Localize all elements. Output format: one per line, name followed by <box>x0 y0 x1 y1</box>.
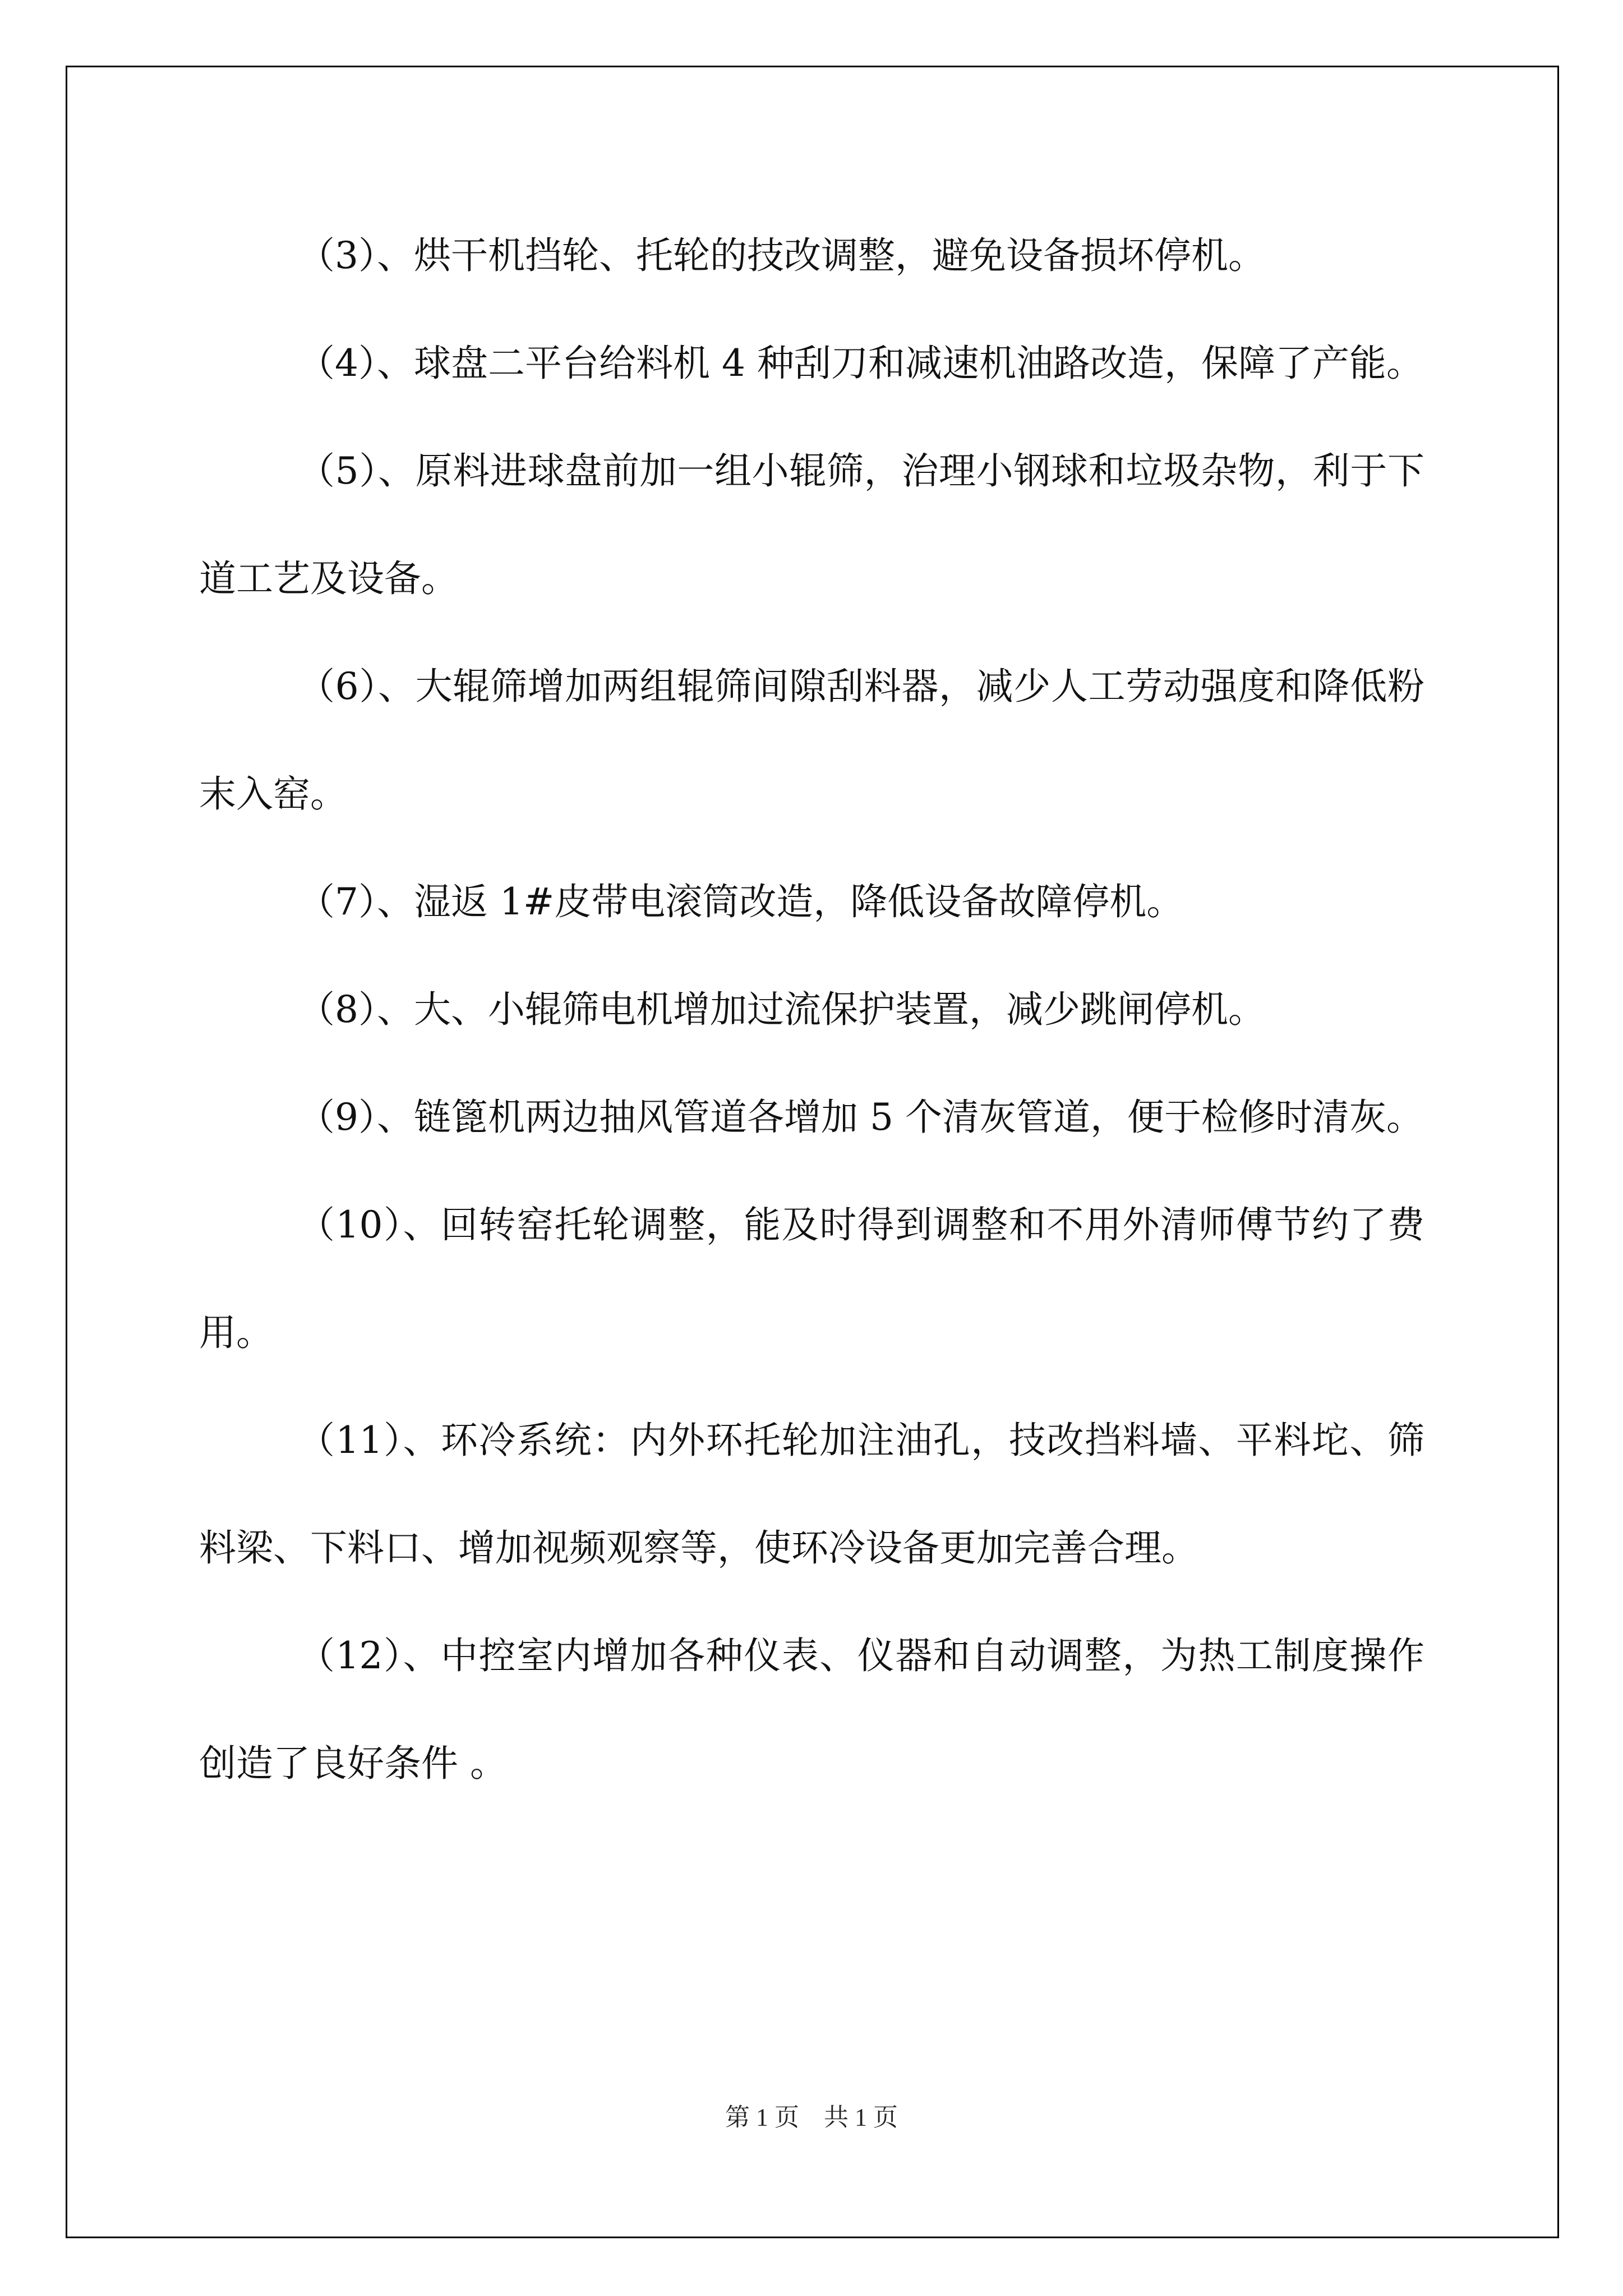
paragraph-11: （11）、环冷系统：内外环托轮加注油孔，技改挡料墙、平料坨、筛料梁、下料口、增加视频观察等，使环冷设备更加完善合理。 <box>199 1419 1424 1570</box>
paragraph-4: （4）、球盘二平台给料机 4 种刮刀和减速机油路改造，保障了产能。 <box>298 342 1423 385</box>
page-footer: 第 1 页 共 1 页 <box>725 2104 898 2131</box>
document-body <box>199 202 1424 1818</box>
paragraph-12: （12）、中控室内增加各种仪表、仪器和自动调整，为热工制度操作创造了良好条件 。 <box>199 1634 1424 1785</box>
paragraph-6: （6）、大辊筛增加两组辊筛间隙刮料器，减少人工劳动强度和降低粉末入窑。 <box>199 665 1424 816</box>
paragraph-10: （10）、回转窑托轮调整，能及时得到调整和不用外清师傅节约了费用。 <box>199 1203 1424 1354</box>
paragraph-3: （3）、烘干机挡轮、托轮的技改调整，避免设备损坏停机。 <box>298 234 1265 277</box>
paragraph-5: （5）、原料进球盘前加一组小辊筛，治理小钢球和垃圾杂物，利于下道工艺及设备。 <box>199 449 1424 600</box>
paragraph-8: （8）、大、小辊筛电机增加过流保护装置，减少跳闸停机。 <box>298 988 1265 1031</box>
paragraph-9: （9）、链篦机两边抽风管道各增加 5 个清灰管道，便于检修时清灰。 <box>298 1096 1423 1139</box>
paragraph-7: （7）、湿返 1#皮带电滚筒改造，降低设备故障停机。 <box>298 880 1184 923</box>
